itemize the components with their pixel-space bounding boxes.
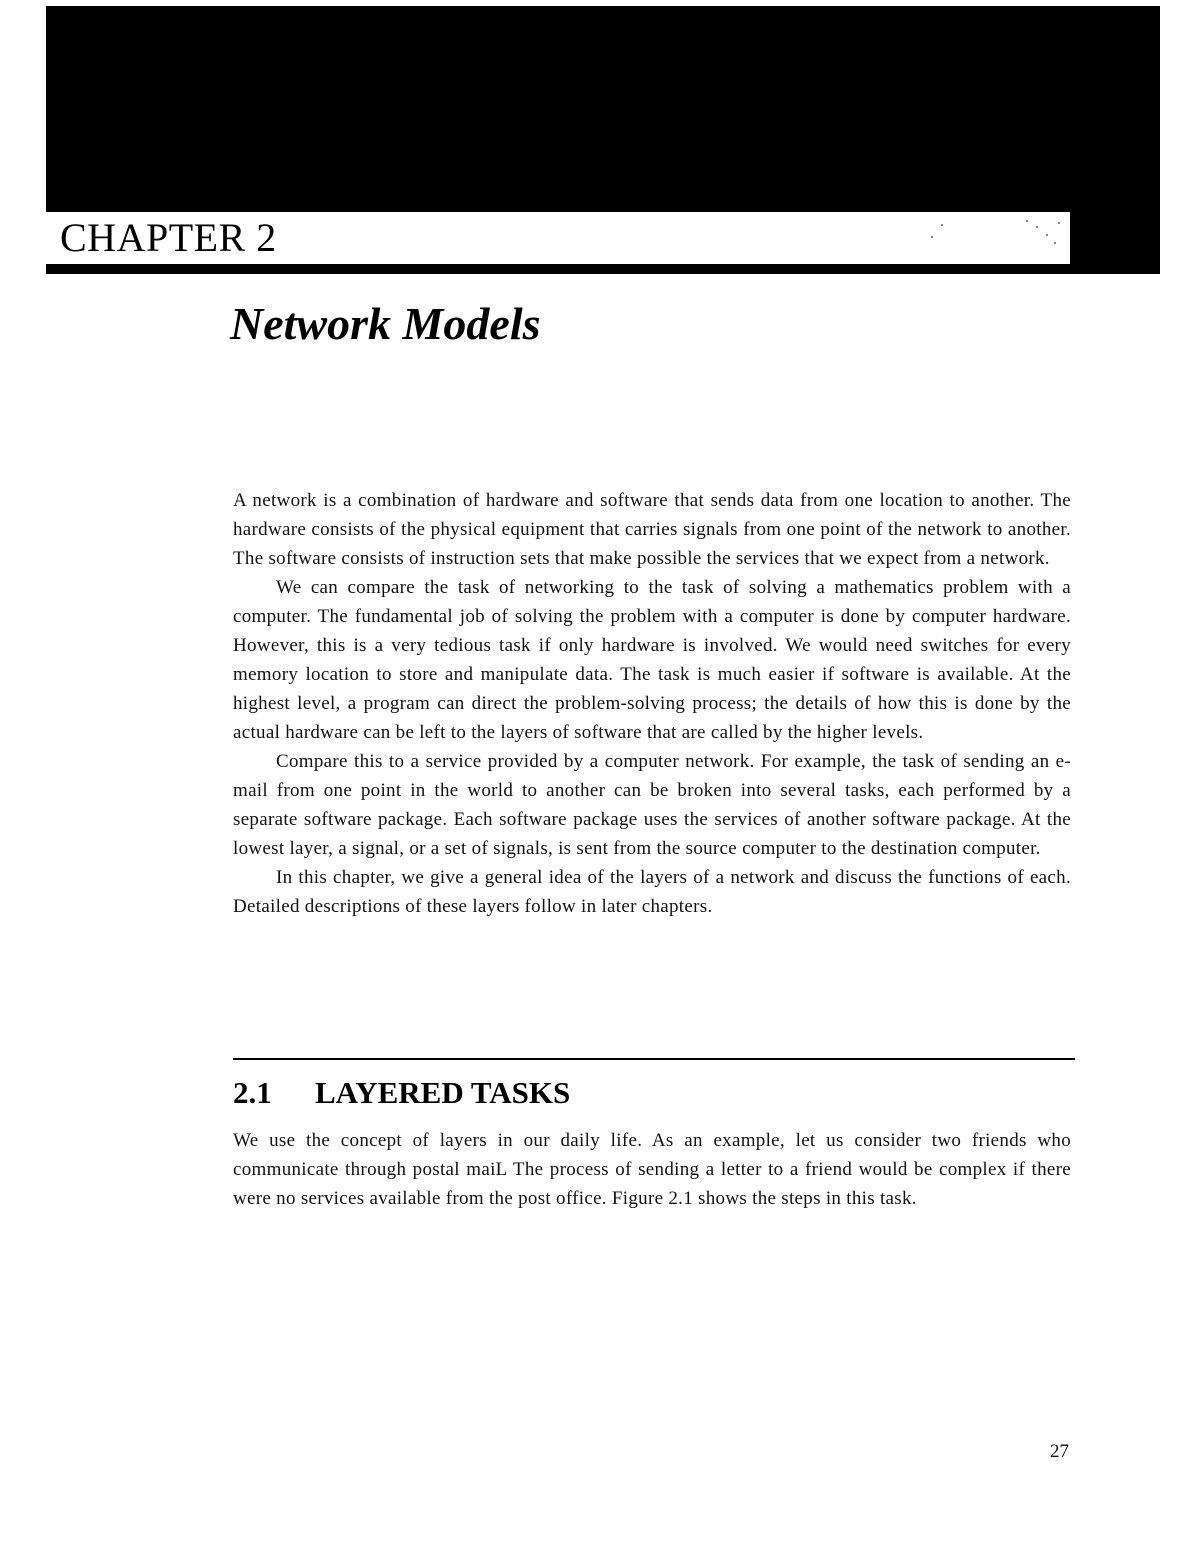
scan-speck: [1036, 226, 1038, 228]
paragraph: Compare this to a service provided by a computer network. For example, the task of sending an e-mail from one point in the world to another can be broken into several tasks, each performed by a separate software package. Each software package uses the services of another software package. At the lowest layer, a signal, or a set of signals, is sent from the source computer to the destination computer.: [233, 751, 1071, 859]
chapter-label: CHAPTER 2: [60, 215, 277, 260]
paragraph: A network is a combination of hardware and software that sends data from one location to another. The hardware consists of the physical equipment that carries signals from one point of the network to another. The software consists of instruction sets that make possible the services that we expect from a network.: [233, 490, 1071, 569]
scan-speck: [1026, 220, 1028, 222]
chapter-title: Network Models: [230, 298, 541, 349]
scan-speck: [1054, 242, 1056, 244]
section-title: LAYERED TASKS: [315, 1075, 571, 1110]
scan-speck: [931, 236, 933, 238]
chapter-banner: [46, 6, 1160, 212]
section-text: [233, 1126, 1071, 1213]
chapter-label-box: [46, 212, 1070, 264]
chapter-rule: [46, 264, 1160, 274]
scan-speck: [1046, 234, 1048, 236]
section-number: 2.1: [233, 1075, 272, 1110]
section-rule: [233, 1058, 1075, 1060]
paragraph: We use the concept of layers in our daily life. As an example, let us consider two friends who communicate through postal maiL The process of sending a letter to a friend would be complex if there were no services available from the post office. Figure 2.1 shows the steps in this task.: [233, 1130, 1071, 1209]
section-heading: [233, 1074, 570, 1112]
chapter-banner-side-block: [1070, 200, 1160, 274]
intro-text: [233, 486, 1071, 921]
paragraph: We can compare the task of networking to the task of solving a mathematics problem with a computer. The fundamental job of solving the problem with a computer is done by computer hardware. However, this is a very tedious task if only hardware is involved. We would need switches for every memory location to store and manipulate data. The task is much easier if software is available. At the highest level, a program can direct the problem-solving process; the details of how this is done by the actual hardware can be left to the layers of software that are called by the higher levels.: [233, 577, 1071, 743]
scan-speck: [1058, 222, 1060, 224]
scan-speck: [941, 224, 943, 226]
page-number: 27: [1050, 1441, 1069, 1462]
paragraph: In this chapter, we give a general idea of the layers of a network and discuss the functions of each. Detailed descriptions of these layers follow in later chapters.: [233, 867, 1071, 917]
